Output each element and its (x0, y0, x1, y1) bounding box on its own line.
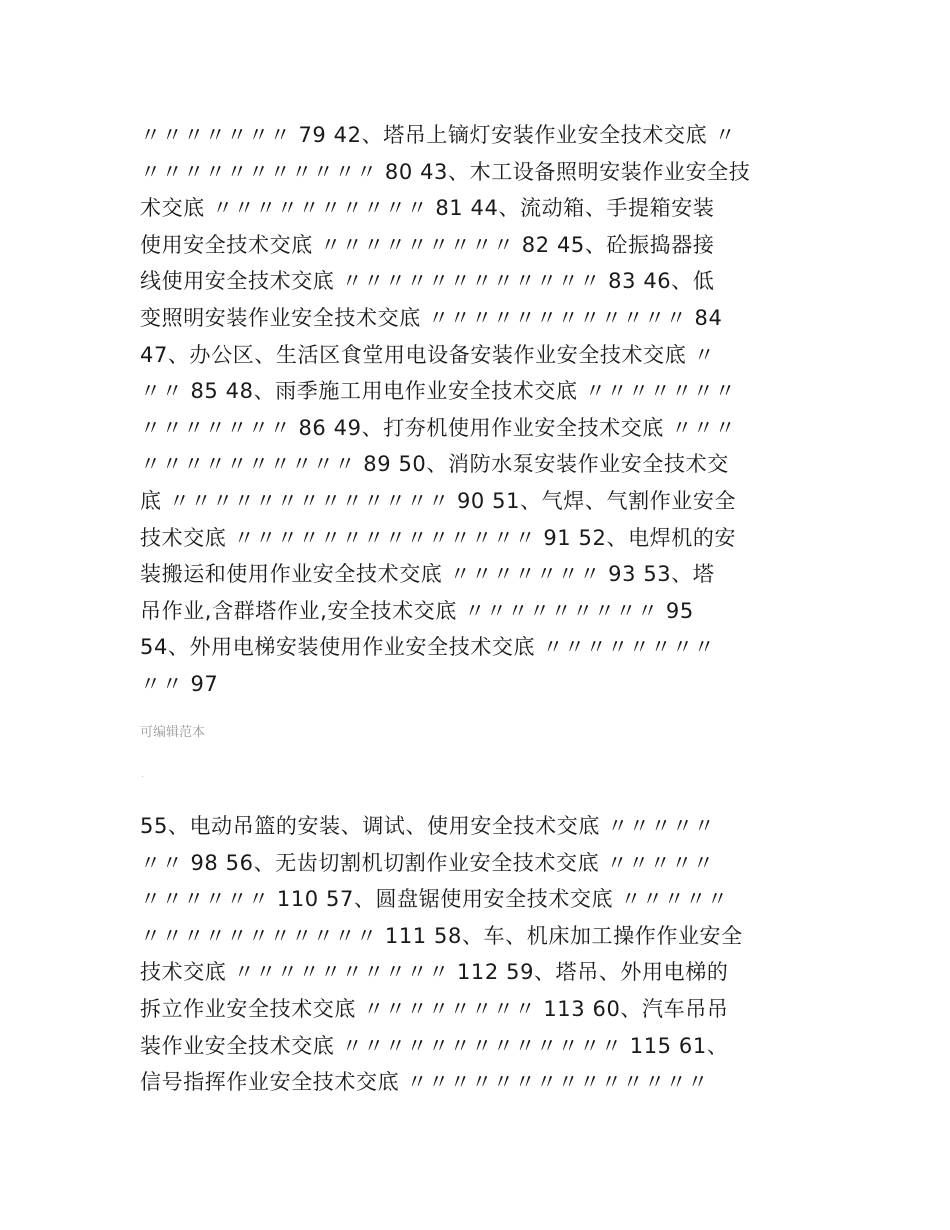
toc-line: 装作业安全技术交底 〃〃〃〃〃〃〃〃〃〃〃〃〃 115 61、 (140, 1033, 729, 1058)
toc-line: 变照明安装作业安全技术交底 〃〃〃〃〃〃〃〃〃〃〃〃 84 (140, 305, 723, 330)
toc-line: 〃〃〃〃〃〃〃〃〃〃〃 80 43、木工设备照明安装作业安全技 (140, 159, 751, 184)
page-break-dot: . (141, 770, 144, 780)
toc-line: 线使用安全技术交底 〃〃〃〃〃〃〃〃〃〃〃〃 83 46、低 (140, 269, 715, 294)
toc-line: 技术交底 〃〃〃〃〃〃〃〃〃〃 112 59、塔吊、外用电梯的 (140, 960, 729, 985)
toc-line: 术交底 〃〃〃〃〃〃〃〃〃〃 81 44、流动箱、手提箱安装 (140, 196, 715, 221)
toc-block-upper (140, 117, 810, 703)
toc-line: 〃〃〃〃〃〃〃 86 49、打夯机使用作业安全技术交底 〃〃〃 (140, 415, 737, 440)
toc-line: 装搬运和使用作业安全技术交底 〃〃〃〃〃〃〃 93 53、塔 (140, 562, 715, 587)
toc-line: 47、办公区、生活区食堂用电设备安装作业安全技术交底 〃 (140, 342, 716, 367)
toc-line: 〃〃〃〃〃〃 110 57、圆盘锯使用安全技术交底 〃〃〃〃〃 (140, 887, 729, 912)
toc-line: 使用安全技术交底 〃〃〃〃〃〃〃〃〃 82 45、砼振捣器接 (140, 232, 715, 257)
toc-line: 〃〃〃〃〃〃〃 79 42、塔吊上镝灯安装作业安全技术交底 〃 (140, 123, 737, 147)
toc-block-lower (140, 808, 810, 1101)
toc-line: 底 〃〃〃〃〃〃〃〃〃〃〃〃〃 90 51、气焊、气割作业安全 (140, 488, 737, 513)
editable-template-note: 可编辑范本 (140, 725, 206, 740)
toc-line: 拆立作业安全技术交底 〃〃〃〃〃〃〃〃 113 60、汽车吊吊 (140, 996, 729, 1021)
toc-line: 〃〃〃〃〃〃〃〃〃〃〃 111 58、车、机床加工操作作业安全 (140, 923, 743, 948)
toc-line: 〃〃 97 (140, 671, 219, 696)
toc-line: 信号指挥作业安全技术交底 〃〃〃〃〃〃〃〃〃〃〃〃〃〃 (140, 1070, 709, 1095)
toc-line: 技术交底 〃〃〃〃〃〃〃〃〃〃〃〃〃〃 91 52、电焊机的安 (140, 525, 737, 550)
toc-line: 〃〃〃〃〃〃〃〃〃〃 89 50、消防水泵安装作业安全技术交 (140, 452, 729, 477)
toc-line: 〃〃 85 48、雨季施工用电作业安全技术交底 〃〃〃〃〃〃〃 (140, 379, 737, 404)
toc-line: 55、电动吊篮的安装、调试、使用安全技术交底 〃〃〃〃〃 (140, 814, 716, 838)
toc-line: 54、外用电梯安装使用作业安全技术交底 〃〃〃〃〃〃〃〃 (140, 635, 716, 660)
toc-line: 〃〃 98 56、无齿切割机切割作业安全技术交底 〃〃〃〃〃 (140, 850, 715, 875)
toc-line: 吊作业,含群塔作业,安全技术交底 〃〃〃〃〃〃〃〃〃 95 (140, 598, 694, 623)
